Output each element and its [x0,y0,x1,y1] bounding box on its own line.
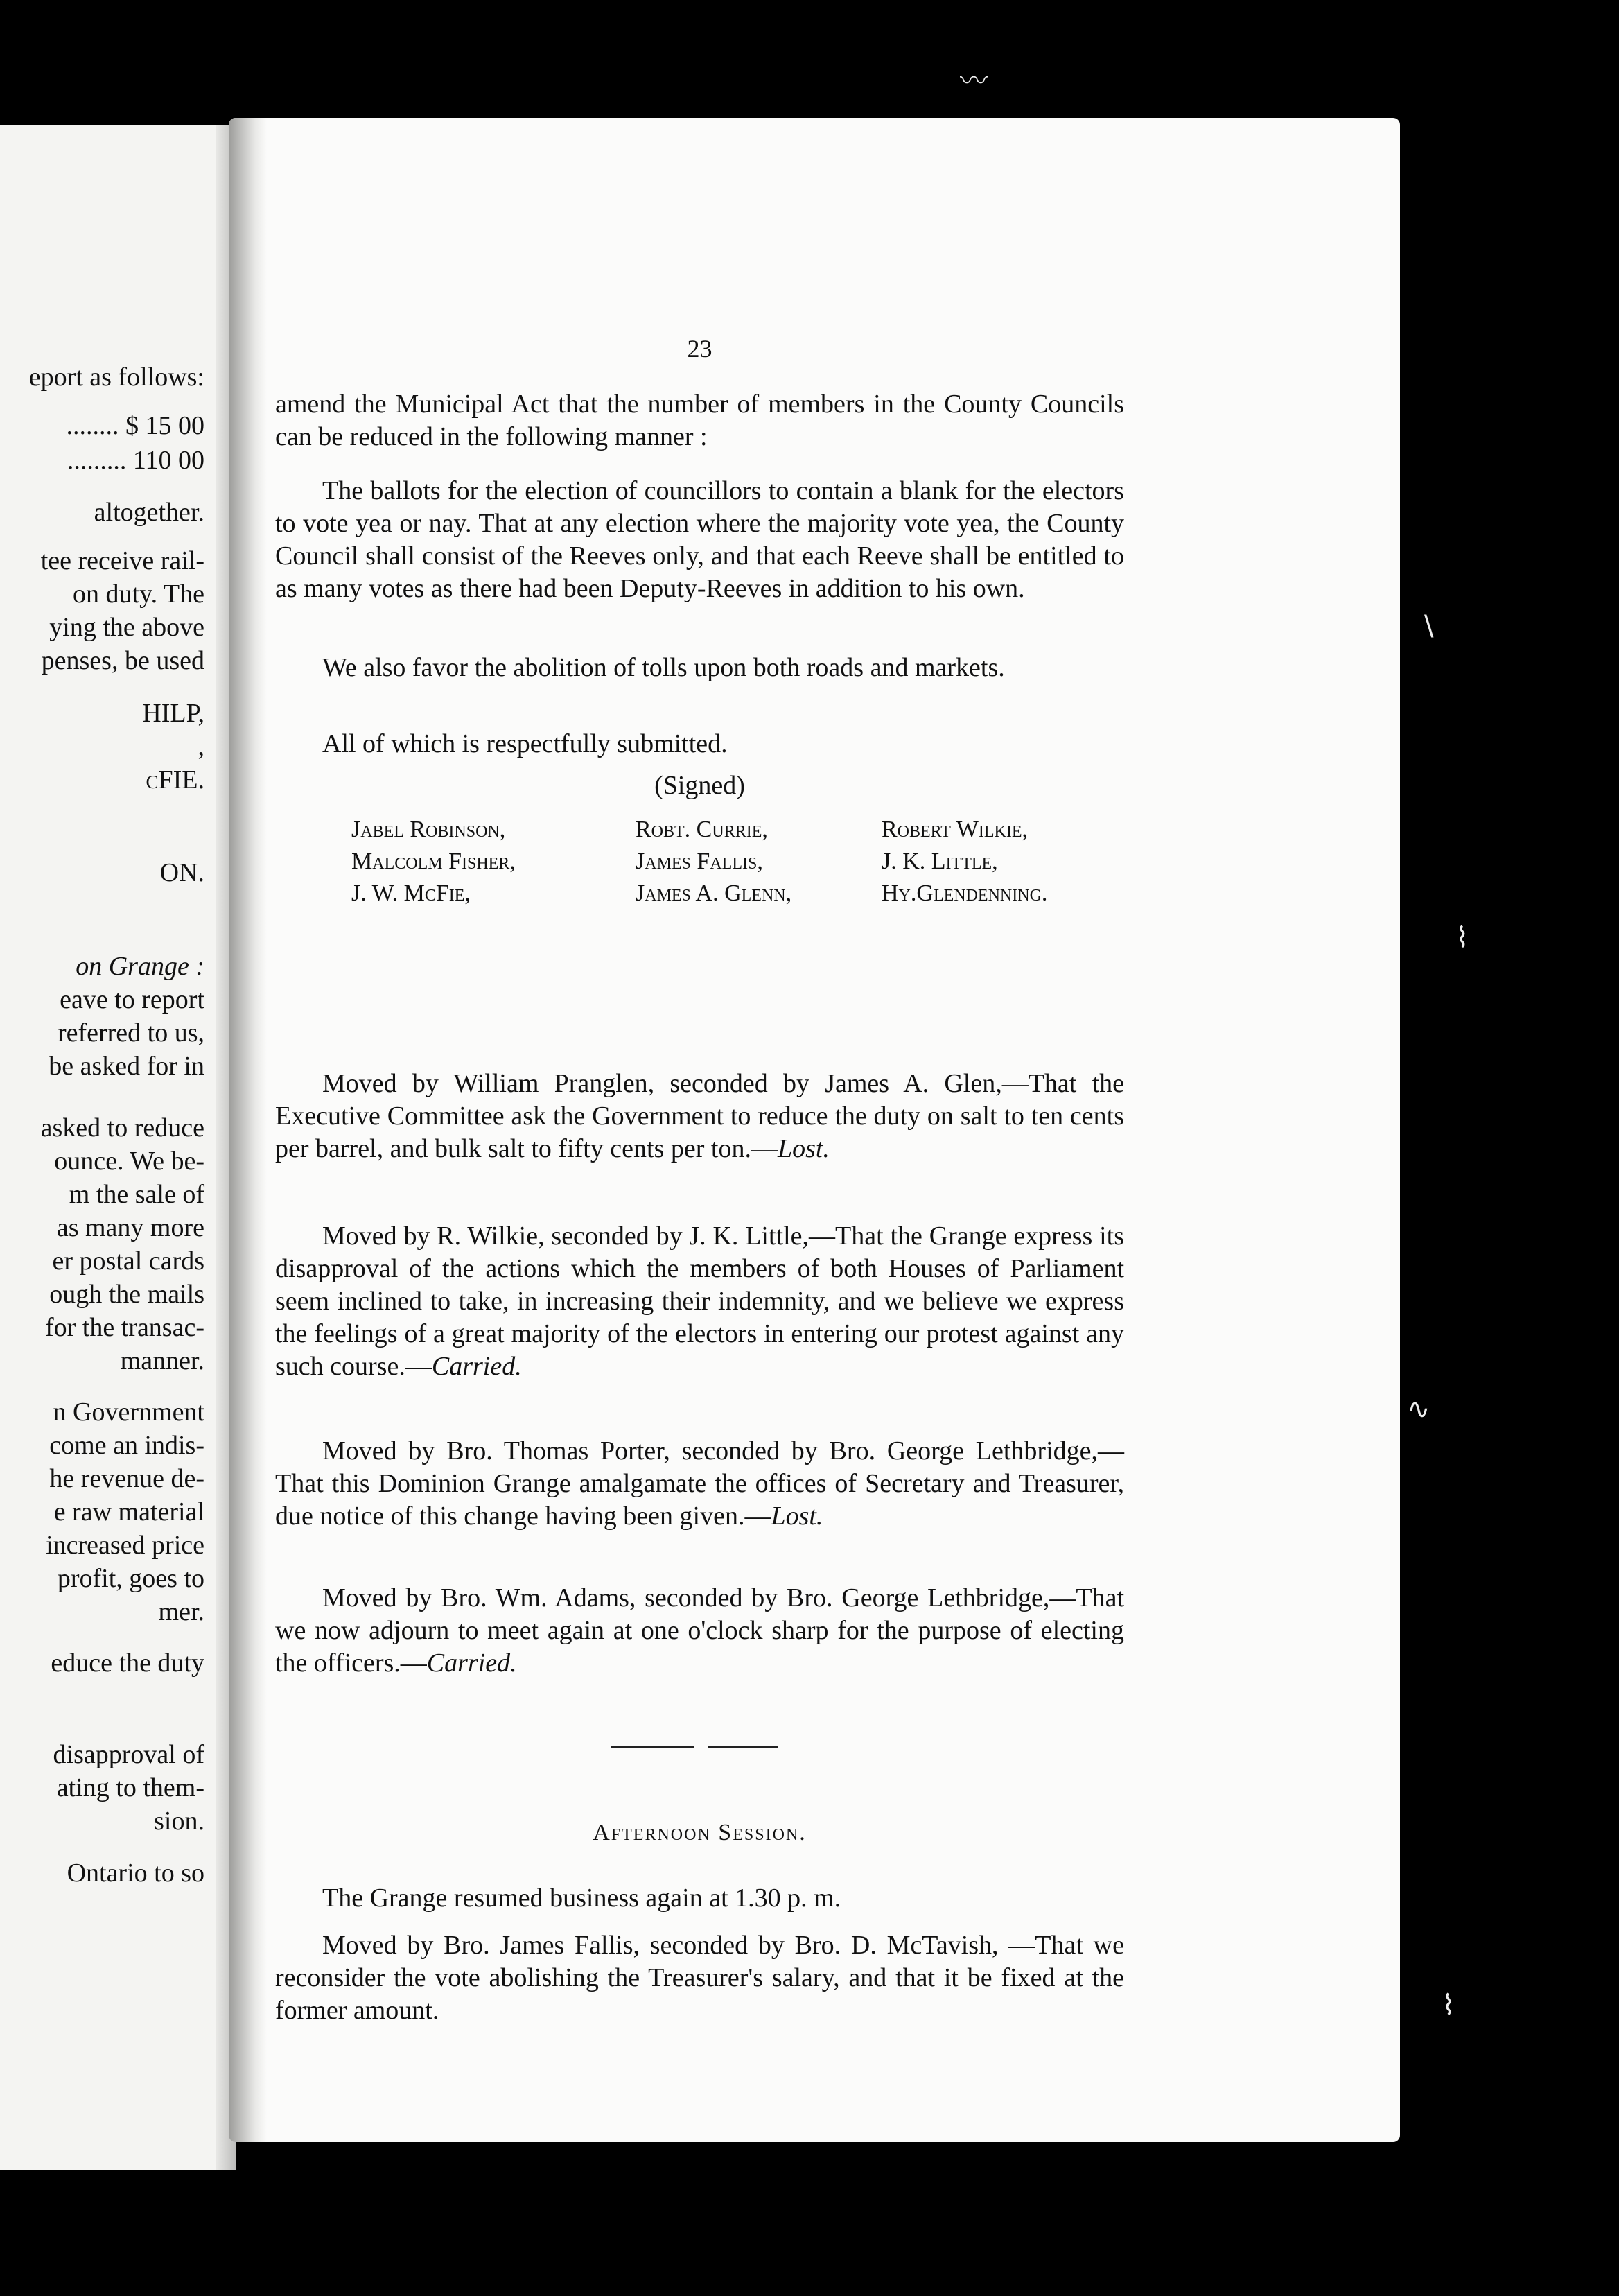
signatory: Robert Wilkie, [882,817,1029,842]
left-line: on Grange : [76,952,204,981]
signatory: James A. Glenn, [636,880,792,906]
left-line: ......... 110 00 [67,446,204,475]
signed-label: (Signed) [654,771,745,800]
section-divider [611,1746,694,1748]
left-line: increased price [46,1531,204,1560]
paragraph-motion-salt [275,1068,1124,1165]
motion-text: Moved by Bro. Wm. Adams, seconded by Bro. George Lethbridge,—That we now adjourn to meet again at one o'clock sharp for the purpose of electing the officers.— [275,1583,1124,1678]
left-line: manner. [120,1346,204,1375]
left-line: eave to report [60,985,204,1014]
left-line: as many more [56,1213,204,1242]
motion-result: Lost. [777,1134,830,1163]
scan-debris-icon: ⌇ [1442,1990,1455,2021]
left-line: HILP, [142,699,204,728]
left-line: referred to us, [57,1018,204,1047]
left-line: be asked for in [49,1052,204,1081]
left-line: m the sale of [69,1180,204,1209]
motion-result: Lost. [771,1502,823,1531]
motion-result: Carried. [426,1649,517,1678]
left-line: cFIE. [146,765,204,794]
paragraph-submitted: All of which is respectfully submitted. [322,729,728,758]
left-line: , [198,732,204,761]
scan-debris-icon: \ [1424,610,1434,642]
motion-result: Carried. [431,1352,522,1381]
left-line: tee receive rail- [40,546,204,575]
section-divider [708,1746,778,1748]
signatory: Hy.Glendenning. [882,880,1048,906]
signatories-list [351,815,1128,909]
left-line: mer. [158,1597,204,1626]
paragraph-resumed: The Grange resumed business again at 1.30 p. m. [322,1884,841,1913]
motion-text: Moved by Bro. Thomas Porter, seconded by Bro. George Lethbridge,—That this Dominion Grange amalgamate the offices of Secretary and Treasurer, due notice of this change having been given.— [275,1436,1124,1531]
left-line: Ontario to so [67,1859,204,1888]
signatory: J. K. Little, [882,849,998,874]
paragraph-motion-salary: Moved by Bro. James Fallis, seconded by Bro. D. McTavish, —That we reconsider the vote abolishing the Treasurer's salary, and that it be fixed at the former amount. [275,1931,1124,2025]
left-line: disapproval of [53,1740,204,1769]
left-line: sion. [154,1807,204,1836]
paragraph-motion-amalgamate [275,1435,1124,1533]
left-line: ........ $ 15 00 [66,411,204,440]
paragraph-tolls: We also favor the abolition of tolls upon both roads and markets. [322,653,1005,682]
left-line: ying the above [49,613,204,642]
main-page [229,118,1400,2142]
left-line: er postal cards [52,1246,204,1276]
left-line: he revenue de- [49,1464,204,1493]
signatory: Robt. Currie, [636,817,768,842]
left-line: ating to them- [56,1773,204,1802]
left-line: altogether. [94,498,204,527]
page-number: 23 [687,335,712,363]
scan-debris-icon: 〰 [960,65,988,97]
paragraph-motion-indemnity [275,1220,1124,1383]
left-line: n Government [53,1398,204,1427]
motion-text: Moved by William Pranglen, seconded by James A. Glen,—That the Executive Committee ask the Government to reduce the duty on salt to ten cents per barrel, and bulk salt to fifty cents per ton.— [275,1069,1124,1163]
left-line: ough the mails [49,1280,204,1309]
signatory: James Fallis, [636,849,763,874]
paragraph-amend: amend the Municipal Act that the number of members in the County Councils can be reduced in the following manner : [275,390,1124,451]
left-page-fragment [0,125,236,2170]
scan-debris-icon: ∿ [1407,1393,1430,1425]
motion-text: Moved by R. Wilkie, seconded by J. K. Little,—That the Grange express its disapproval of the actions which the members of both Houses of Parliament seem inclined to take, in increasing their indemnity, and we believe we express the feelings of a great majority of the electors in entering our protest against any such course.— [275,1221,1124,1381]
left-line: profit, goes to [57,1564,204,1593]
left-line: on duty. The [73,580,204,609]
section-heading: Afternoon Session. [593,1820,807,1845]
scan-debris-icon: ⌇ [1455,922,1469,954]
paragraph-ballots: The ballots for the election of councillors to contain a blank for the electors to vote yea or nay. That at any election where the majority vote yea, the County Council shall consist of the Reeves only, and that each Reeve shall be entitled to as many votes as there had been Deputy-Reeves in addition to his own. [275,476,1124,603]
signatory: Malcolm Fisher, [351,849,516,874]
left-line: come an indis- [49,1431,204,1460]
main-page-gutter [229,118,267,2142]
left-line: ounce. We be- [54,1147,204,1176]
left-line: for the transac- [45,1313,204,1342]
signatory: Jabel Robinson, [351,817,506,842]
signatory: J. W. McFie, [351,880,471,906]
left-line: penses, be used [41,646,204,675]
left-line: ON. [159,858,204,887]
left-line: educe the duty [51,1649,204,1678]
left-line: asked to reduce [40,1113,204,1142]
left-line: e raw material [53,1497,204,1527]
left-line: eport as follows: [28,363,204,392]
paragraph-motion-adjourn [275,1582,1124,1680]
